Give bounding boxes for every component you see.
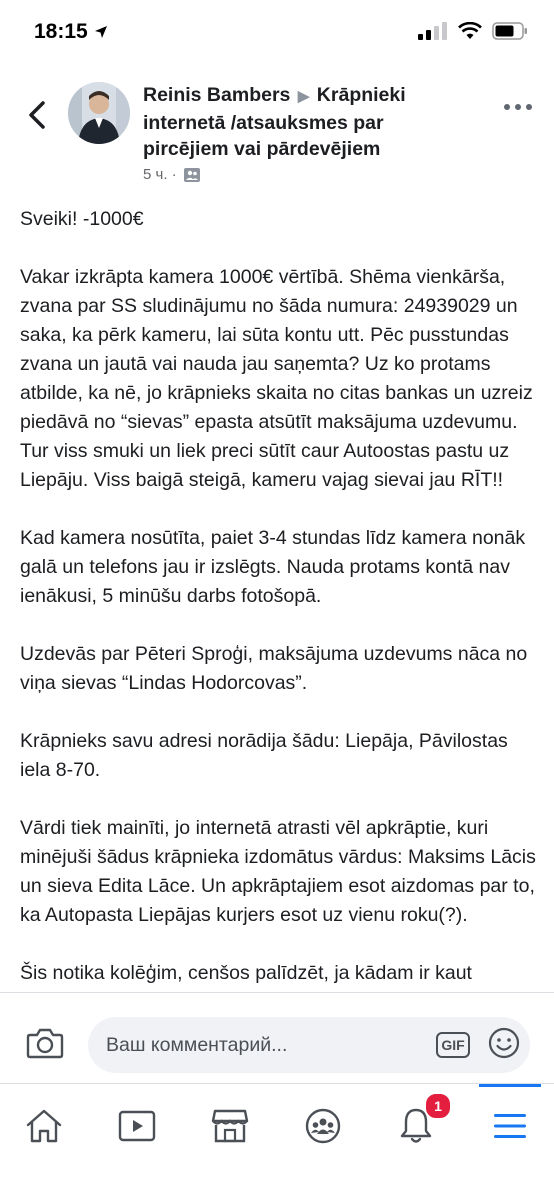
marketplace-shop-icon bbox=[211, 1108, 249, 1144]
post-paragraph: Krāpnieks savu adresi norādija šādu: Liepāja, Pāvilostas iela 8-70. bbox=[20, 730, 508, 781]
tab-watch[interactable] bbox=[117, 1106, 157, 1146]
post-subline bbox=[143, 166, 473, 183]
active-tab-indicator bbox=[479, 1084, 541, 1087]
post-meta bbox=[143, 82, 473, 183]
post-paragraph: Uzdevās par Pēteri Sproģi, maksājuma uzdevums nāca no viņa sievas “Lindas Hodorcovas”. bbox=[20, 643, 528, 694]
tab-home[interactable] bbox=[24, 1106, 64, 1146]
avatar[interactable] bbox=[68, 82, 130, 144]
bottom-tab-bar bbox=[0, 1083, 554, 1201]
group-audience-icon bbox=[183, 167, 201, 183]
status-bar bbox=[0, 0, 554, 64]
author-name[interactable]: Reinis Bambers bbox=[143, 84, 291, 106]
post-time[interactable]: 5 ч. · bbox=[143, 166, 177, 183]
emoji-button[interactable] bbox=[488, 1027, 520, 1064]
tab-notifications[interactable] bbox=[396, 1098, 442, 1146]
groups-icon bbox=[304, 1107, 342, 1145]
more-dot-icon bbox=[504, 104, 510, 110]
post-paragraph: Vārdi tiek mainīti, jo internetā atrasti vēl apkrāptie, kuri minējuši šādus krāpnieka izdomātus vārdus: Maksims Lācis un sieva Edita Lāce. Un apkrāptajiem esot aizdomas par to, ka Autopasta Liepājas kurjers esot uz vienu roku(?). bbox=[20, 817, 536, 926]
comment-placeholder: Ваш комментарий... bbox=[106, 1033, 288, 1056]
post-body bbox=[20, 205, 540, 1046]
tab-marketplace[interactable] bbox=[210, 1106, 250, 1146]
home-icon bbox=[25, 1108, 63, 1144]
tab-menu[interactable] bbox=[490, 1106, 530, 1146]
comment-bar bbox=[0, 992, 554, 1083]
triangle-right-icon: ▶ bbox=[297, 88, 310, 105]
camera-icon bbox=[26, 1027, 64, 1059]
location-arrow-icon bbox=[94, 25, 108, 39]
video-play-icon bbox=[118, 1109, 156, 1143]
more-dot-icon bbox=[515, 104, 521, 110]
hamburger-menu-icon bbox=[492, 1111, 528, 1141]
status-time bbox=[34, 20, 108, 44]
tab-groups[interactable] bbox=[303, 1106, 343, 1146]
wifi-icon bbox=[458, 22, 482, 40]
notification-badge: 1 bbox=[424, 1092, 452, 1120]
post-paragraph: Šis notika kolēģim, cenšos palīdzēt, ja kādam ir kaut bbox=[20, 962, 472, 984]
gif-button[interactable]: GIF bbox=[436, 1032, 470, 1058]
chevron-left-icon bbox=[27, 100, 47, 130]
status-time-label: 18:15 bbox=[34, 20, 88, 43]
camera-button[interactable] bbox=[26, 1027, 64, 1064]
back-button[interactable] bbox=[20, 98, 54, 132]
post-paragraph: Sveiki! -1000€ bbox=[20, 208, 144, 230]
post-paragraph: Kad kamera nosūtīta, paiet 3-4 stundas līdz kamera nonāk galā un telefons jau ir izslēgts. Nauda protams kontā nav ienākusi, 5 minūšu darbs fotošopā. bbox=[20, 527, 526, 607]
author-line bbox=[143, 82, 473, 162]
post-header bbox=[0, 80, 554, 190]
battery-icon bbox=[492, 22, 528, 40]
more-dot-icon bbox=[526, 104, 532, 110]
more-options-button[interactable] bbox=[504, 104, 532, 110]
post-paragraph: Vakar izkrāpta kamera 1000€ vērtībā. Shēma vienkārša, zvana par SS sludinājumu no šāda numura: 24939029 un saka, ka pērk kameru, lai sūta kontu utt. Pēc pusstundas zvana un jautā vai nauda jau saņemta? Uz ko protams atbilde, ka nē, jo krāpnieks skaita no citas bankas un uzreiz piedāvā no “sievas” epasta atsūtīt maksājuma uzdevumu. Tur viss smuki un liek preci sūtīt caur Autoostas pastu uz Liepāju. Viss baigā steigā, kameru vajag sievai jau RĪT!! bbox=[20, 266, 533, 491]
cellular-signal-icon bbox=[418, 22, 448, 40]
avatar-image bbox=[68, 82, 130, 144]
smiley-icon bbox=[488, 1027, 520, 1059]
comment-input[interactable] bbox=[88, 1017, 530, 1073]
group-name[interactable]: Krāpnieki internetā /atsauksmes par pircējiem vai pārdevējiem bbox=[143, 84, 406, 160]
